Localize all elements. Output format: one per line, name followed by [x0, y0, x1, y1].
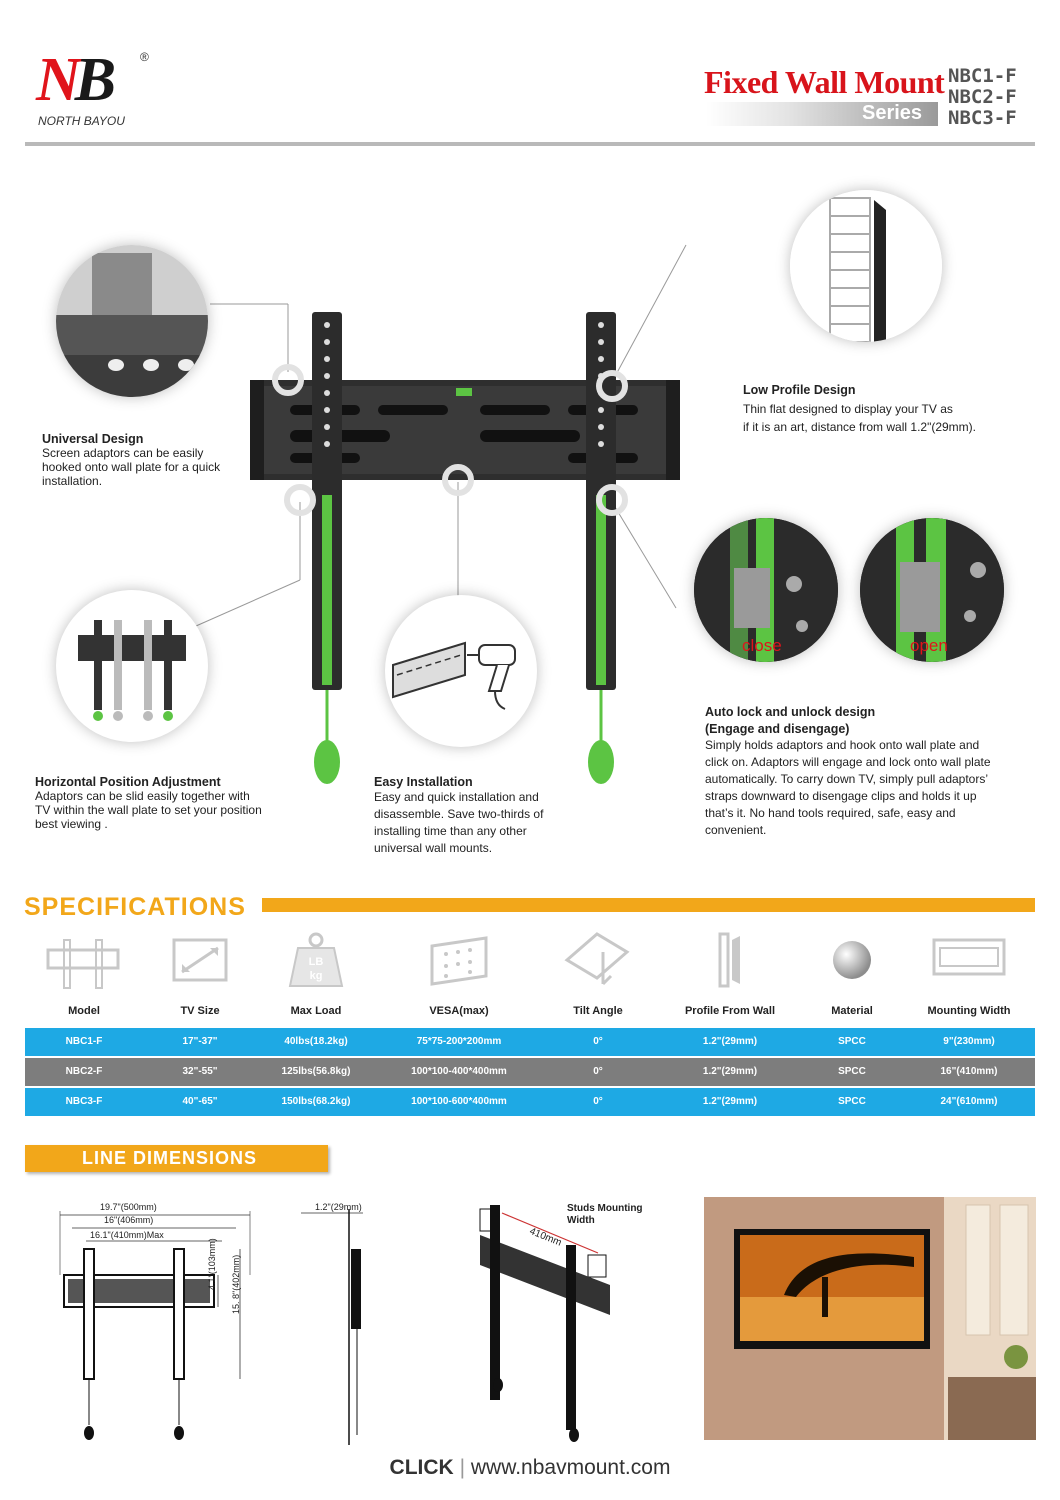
footer-click[interactable]: CLICK — [389, 1456, 454, 1479]
cell-tv-size: 32"-55" — [182, 1066, 218, 1077]
studs-mounting-label: Studs Mounting Width — [567, 1203, 643, 1226]
horizontal-adjust-circle — [56, 590, 208, 742]
drill-icon — [385, 595, 537, 747]
universal-design-circle — [56, 245, 208, 397]
cell-max-load: 125lbs(56.8kg) — [281, 1066, 351, 1077]
cell-material: SPCC — [838, 1036, 866, 1047]
col-model: Model — [68, 1005, 100, 1017]
col-tv-size: TV Size — [180, 1005, 220, 1017]
universal-design-text: Screen adaptors can be easily hooked onto wall plate for a quick installation. — [42, 446, 221, 488]
vesa-icon — [428, 936, 490, 986]
model-code: NBC3-F — [948, 107, 1017, 129]
cell-profile: 1.2"(29mm) — [702, 1096, 758, 1107]
universal-design-block — [42, 432, 242, 488]
lock-close-circle — [694, 518, 838, 662]
auto-lock-title: Auto lock and unlock design — [705, 705, 876, 719]
horizontal-adjust-title: Horizontal Position Adjustment — [35, 775, 221, 789]
brand-logo — [36, 48, 156, 128]
tilt-angle-icon — [563, 930, 633, 986]
low-profile-text-2: if it is an art, distance from wall 1.2"(29mm). — [743, 420, 976, 434]
cell-max-load: 150lbs(68.2kg) — [281, 1096, 351, 1107]
dim-width-max: 16.1"(410mm)Max — [90, 1230, 164, 1240]
close-label: close — [742, 636, 782, 655]
svg-text:LB: LB — [308, 956, 324, 968]
horizontal-adjust-block — [35, 775, 265, 831]
cell-tilt: 0° — [593, 1036, 603, 1047]
col-mounting-width: Mounting Width — [927, 1005, 1011, 1017]
dim-height-total: 15. 8"(402mm) — [231, 1254, 241, 1314]
easy-installation-circle — [385, 595, 537, 747]
col-tilt-angle: Tilt Angle — [573, 1005, 623, 1017]
series-label: Series — [862, 102, 923, 124]
spec-row-3 — [25, 1088, 1035, 1116]
cell-profile: 1.2"(29mm) — [702, 1036, 758, 1047]
cell-material: SPCC — [838, 1066, 866, 1077]
side-view-drawing — [295, 1195, 385, 1445]
low-profile-text-1: Thin flat designed to display your TV as — [743, 402, 953, 416]
col-max-load: Max Load — [290, 1005, 342, 1017]
dim-depth: 1.2"(29mm) — [315, 1202, 362, 1212]
cell-model: NBC3-F — [65, 1096, 103, 1107]
auto-lock-block — [705, 705, 1005, 839]
cell-profile: 1.2"(29mm) — [702, 1066, 758, 1077]
logo-registered-mark: ® — [140, 50, 149, 64]
page-title: Fixed Wall Mount — [704, 64, 945, 100]
cell-mounting-width: 9"(230mm) — [943, 1036, 995, 1047]
easy-installation-title: Easy Installation — [374, 775, 473, 789]
room-photo — [704, 1197, 1036, 1440]
dim-stud-width: 410mm — [527, 1226, 563, 1249]
dim-height-plate: 4.1"(103mm) — [207, 1238, 217, 1290]
specifications-bar — [262, 898, 1035, 912]
auto-lock-subtitle: (Engage and disengage) — [705, 722, 850, 736]
mounting-width-icon — [932, 938, 1006, 976]
left-adaptor — [312, 312, 342, 784]
line-dimensions-title: LINE DIMENSIONS — [82, 1148, 258, 1168]
cell-vesa: 100*100-400*400mm — [411, 1066, 507, 1077]
low-profile-title: Low Profile Design — [743, 383, 856, 397]
hook-detail-image — [56, 245, 208, 397]
max-load-icon — [288, 932, 344, 988]
dim-width-total: 19.7"(500mm) — [100, 1202, 157, 1212]
footer: CLICK | www.nbavmount.com — [389, 1456, 671, 1479]
cell-tilt: 0° — [593, 1096, 603, 1107]
svg-text:kg: kg — [309, 970, 323, 982]
brand-name: NORTH BAYOU — [38, 114, 125, 128]
cell-tv-size: 17"-37" — [182, 1036, 218, 1047]
low-profile-circle — [790, 190, 942, 342]
model-code: NBC1-F — [948, 65, 1017, 87]
auto-lock-text: Simply holds adaptors and hook onto wall plate and click on. Adaptors will engage and lock onto wall plate automatically. To carry down TV, simply pull adaptors’ straps downward to disengage clips and holds it up that’s it. No hand tools required, safe, easy and convenient. — [705, 738, 991, 837]
low-profile-block — [743, 383, 1033, 436]
cell-material: SPCC — [838, 1096, 866, 1107]
cell-vesa: 75*75-200*200mm — [416, 1036, 502, 1047]
tv-size-icon — [172, 938, 228, 982]
logo-letters: NB — [36, 46, 111, 114]
cell-vesa: 100*100-600*400mm — [411, 1096, 507, 1107]
col-material: Material — [831, 1005, 873, 1017]
cell-max-load: 40lbs(18.2kg) — [284, 1036, 348, 1047]
dim-width-mid: 16"(406mm) — [104, 1215, 154, 1225]
spec-row-1 — [25, 1028, 1035, 1056]
easy-installation-block — [374, 775, 574, 857]
model-code: NBC2-F — [948, 86, 1017, 108]
col-vesa: VESA(max) — [429, 1005, 489, 1017]
col-profile: Profile From Wall — [684, 1005, 776, 1017]
cell-model: NBC2-F — [65, 1066, 103, 1077]
material-icon — [830, 938, 874, 982]
open-label: open — [910, 636, 948, 655]
cell-tilt: 0° — [593, 1066, 603, 1077]
spec-row-2 — [25, 1058, 1035, 1086]
wall-profile-image — [790, 190, 942, 342]
cell-tv-size: 40"-65" — [182, 1096, 218, 1107]
footer-url[interactable]: www.nbavmount.com — [470, 1456, 671, 1479]
easy-installation-text: Easy and quick installation and disassemble. Save two-thirds of installing time than any other universal wall mounts. — [374, 790, 544, 855]
model-codes — [948, 66, 1017, 129]
slide-adaptors-image — [56, 590, 208, 742]
lock-open-circle — [860, 518, 1004, 662]
universal-design-title: Universal Design — [42, 432, 144, 446]
cell-mounting-width: 24"(610mm) — [940, 1096, 998, 1107]
profile-icon — [716, 932, 746, 988]
cell-model: NBC1-F — [65, 1036, 103, 1047]
header-divider — [25, 142, 1035, 146]
wall-mount-icon — [46, 938, 122, 990]
specifications-title: SPECIFICATIONS — [24, 893, 246, 921]
cell-mounting-width: 16"(410mm) — [940, 1066, 998, 1077]
horizontal-adjust-text: Adaptors can be slid easily together with TV within the wall plate to set your position best viewing . — [35, 789, 262, 831]
